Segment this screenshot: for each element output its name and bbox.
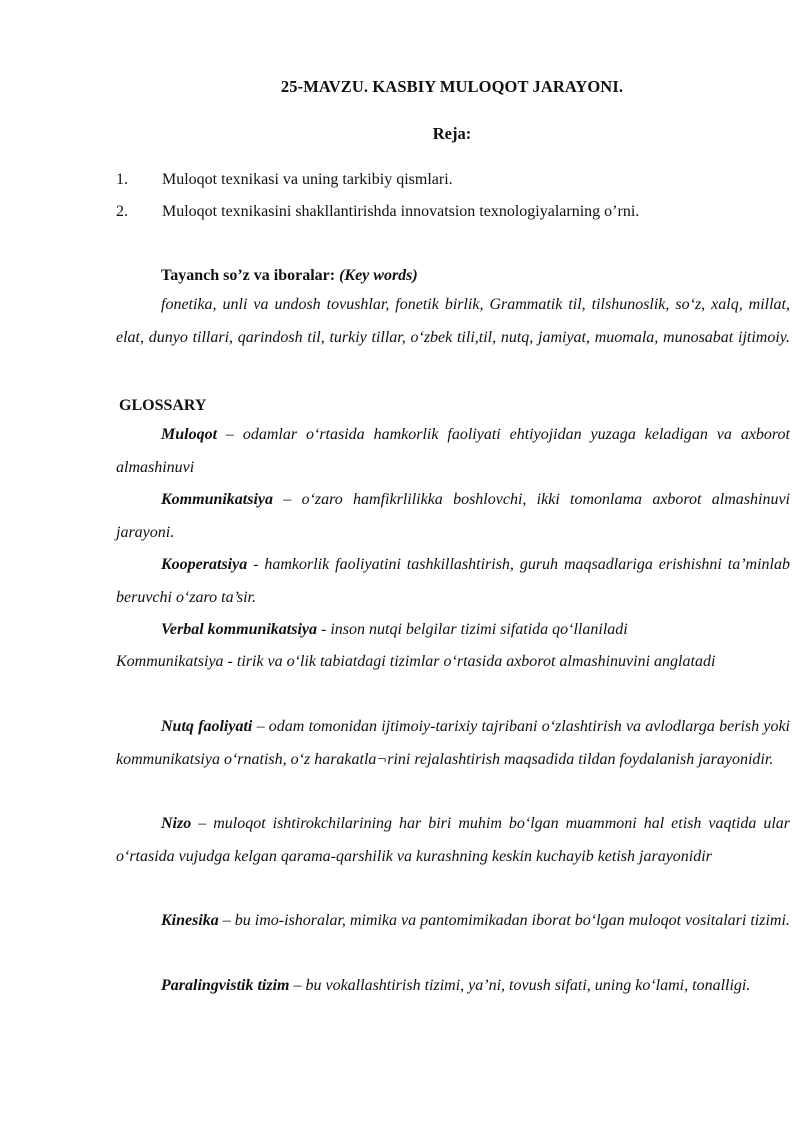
glossary-term: Verbal kommunikatsiya — [161, 621, 318, 638]
glossary-definition: - inson nutqi belgilar tizimi sifatida qo‘llaniladi — [317, 621, 628, 638]
glossary-definition: – o‘zaro hamfikrlilikka boshlovchi, ikki tomonlama axborot almashinuvi jarayoni. — [116, 491, 790, 541]
glossary-definition: – bu imo-ishoralar, mimika va pantomimikadan iborat bo‘lgan muloqot vositalari tizimi. — [218, 912, 790, 929]
keywords-heading — [161, 267, 418, 285]
plan-item-number: 2. — [116, 203, 128, 220]
glossary-definition: – odam tomonidan ijtimoiy-tarixiy tajribani o‘zlashtirish va avlodlarga berish yoki kommunikatsiya o‘rnatish, o‘z harakatla¬rini rejalashtirish maqsadida tildan foydalanish jarayonidir. — [116, 718, 791, 768]
glossary-definition: – bu vokallashtirish tizimi, ya’ni, tovush sifati, uning ko‘lami, tonalligi. — [289, 977, 751, 994]
plan-item-text: Muloqot texnikasini shakllantirishda innovatsion texnologiyalarning o’rni. — [162, 203, 640, 220]
glossary-term: Kommunikatsiya — [161, 491, 274, 508]
keywords-heading-uz: Tayanch so’z va iboralar: — [161, 267, 336, 284]
glossary-entry — [116, 549, 790, 614]
plan-heading: Reja: — [432, 124, 472, 143]
glossary-entry — [116, 419, 790, 484]
glossary-entry — [116, 808, 790, 873]
glossary-term: Kinesika — [161, 912, 219, 929]
glossary-entry — [116, 970, 790, 1003]
plan-item — [116, 171, 453, 189]
glossary-definition: – muloqot ishtirokchilarining har biri muhim bo‘lgan muammoni hal etish vaqtida ular o‘rtasida vujudga kelgan qarama-qarshilik va kurashning keskin kuchayib ketish jarayonidir — [116, 815, 790, 865]
glossary-term: Paralingvistik tizim — [161, 977, 290, 994]
glossary-definition: – odamlar o‘rtasida hamkorlik faoliyati ehtiyojidan yuzaga keladigan va axborot almashinuvi — [116, 426, 790, 476]
glossary-entry — [116, 614, 790, 647]
plan-item-number: 1. — [116, 171, 128, 188]
glossary-entry — [116, 711, 790, 776]
plan-item-text: Muloqot texnikasi va uning tarkibiy qismlari. — [162, 171, 453, 188]
glossary-definition: - hamkorlik faoliyatini tashkillashtirish, guruh maqsadlariga erishishni ta’minlab beruvchi o‘zaro ta’sir. — [116, 556, 790, 606]
glossary-term: Nizo — [161, 815, 192, 832]
glossary-term: Muloqot — [161, 426, 218, 443]
glossary-term: Nutq faoliyati — [161, 718, 253, 735]
glossary-entry — [116, 484, 790, 549]
keywords-text: fonetika, unli va undosh tovushlar, fonetik birlik, Grammatik til, tilshunoslik, so‘z, xalq, millat, elat, dunyo tillari, qarindosh til, turkiy tillar, o‘zbek tili,til, nutq, jamiyat, muomala, munosabat ijtimoiy. — [116, 296, 790, 346]
glossary-entry — [116, 646, 790, 679]
glossary-entry — [116, 905, 790, 938]
keywords-heading-en: (Key words) — [339, 267, 418, 284]
page-title: 25-MAVZU. KASBIY MULOQOT JARAYONI. — [280, 77, 624, 96]
glossary-term: Kooperatsiya — [161, 556, 248, 573]
glossary-definition: Kommunikatsiya - tirik va o‘lik tabiatdagi tizimlar o‘rtasida axborot almashinuvini anglatadi — [116, 653, 716, 670]
glossary-heading: GLOSSARY — [119, 397, 207, 414]
plan-item — [116, 203, 639, 221]
